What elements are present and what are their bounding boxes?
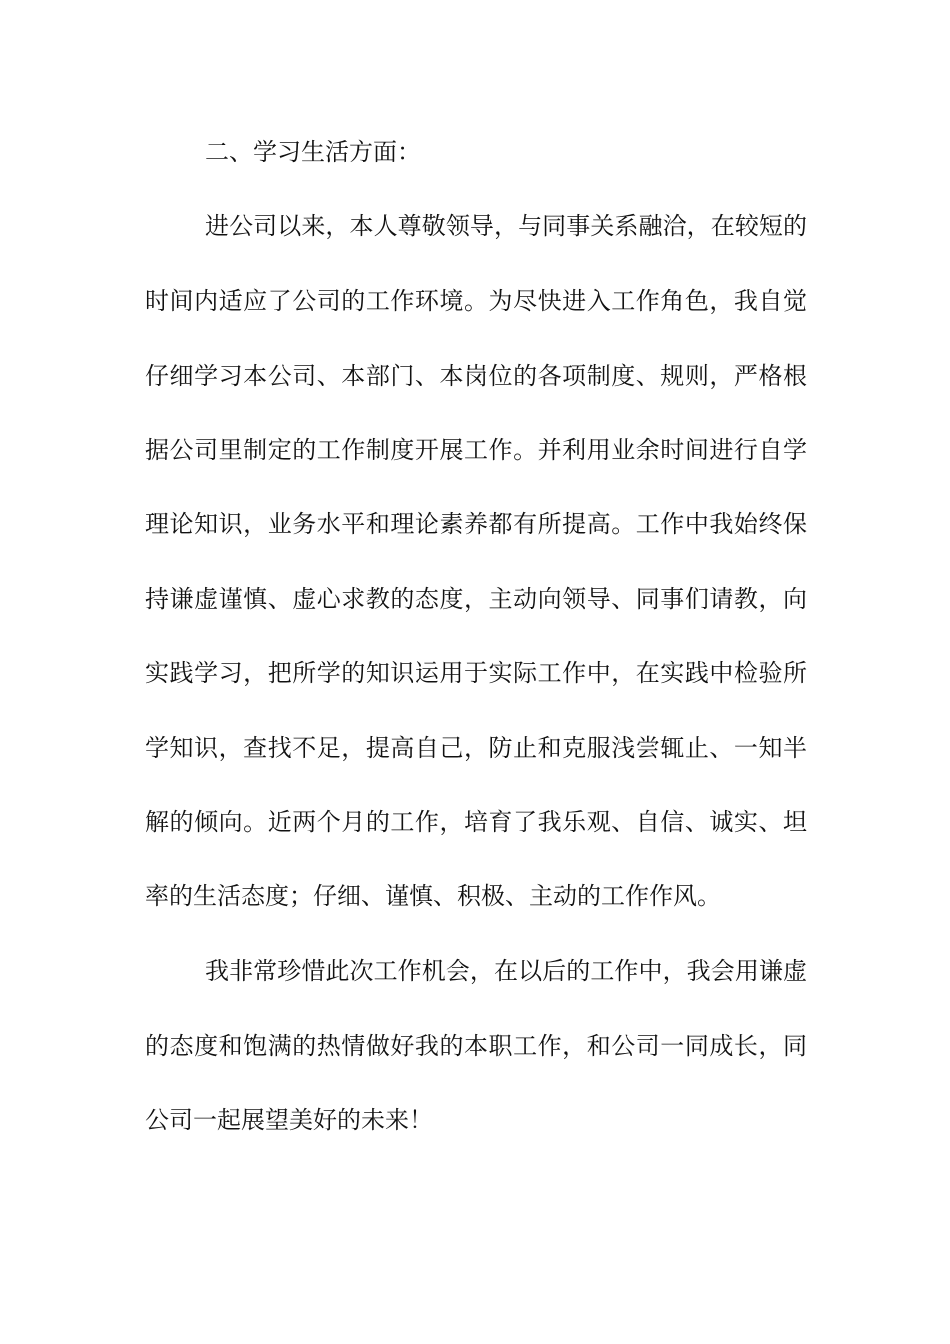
paragraph-line: 解的倾向。近两个月的工作，培育了我乐观、自信、诚实、坦	[145, 808, 807, 836]
paragraph-line: 持谦虚谨慎、虚心求教的态度，主动向领导、同事们请教，向	[145, 585, 807, 613]
paragraph-line: 据公司里制定的工作制度开展工作。并利用业余时间进行自学	[145, 436, 807, 464]
paragraph-line: 理论知识，业务水平和理论素养都有所提高。工作中我始终保	[145, 510, 807, 538]
section-heading: 二、学习生活方面：	[205, 138, 421, 166]
paragraph-line: 实践学习，把所学的知识运用于实际工作中，在实践中检验所	[145, 659, 807, 687]
paragraph-line: 仔细学习本公司、本部门、本岗位的各项制度、规则，严格根	[145, 362, 807, 390]
paragraph-line: 学知识，查找不足，提高自己，防止和克服浅尝辄止、一知半	[145, 734, 807, 762]
paragraph-line: 我非常珍惜此次工作机会，在以后的工作中，我会用谦虚	[205, 957, 807, 985]
paragraph-line: 进公司以来，本人尊敬领导，与同事关系融洽，在较短的	[205, 212, 807, 240]
paragraph-line: 时间内适应了公司的工作环境。为尽快进入工作角色，我自觉	[145, 287, 807, 315]
paragraph-line: 的态度和饱满的热情做好我的本职工作，和公司一同成长，同	[145, 1032, 807, 1060]
paragraph-line: 公司一起展望美好的未来！	[145, 1106, 433, 1134]
paragraph-line: 率的生活态度；仔细、谨慎、积极、主动的工作作风。	[145, 882, 721, 910]
